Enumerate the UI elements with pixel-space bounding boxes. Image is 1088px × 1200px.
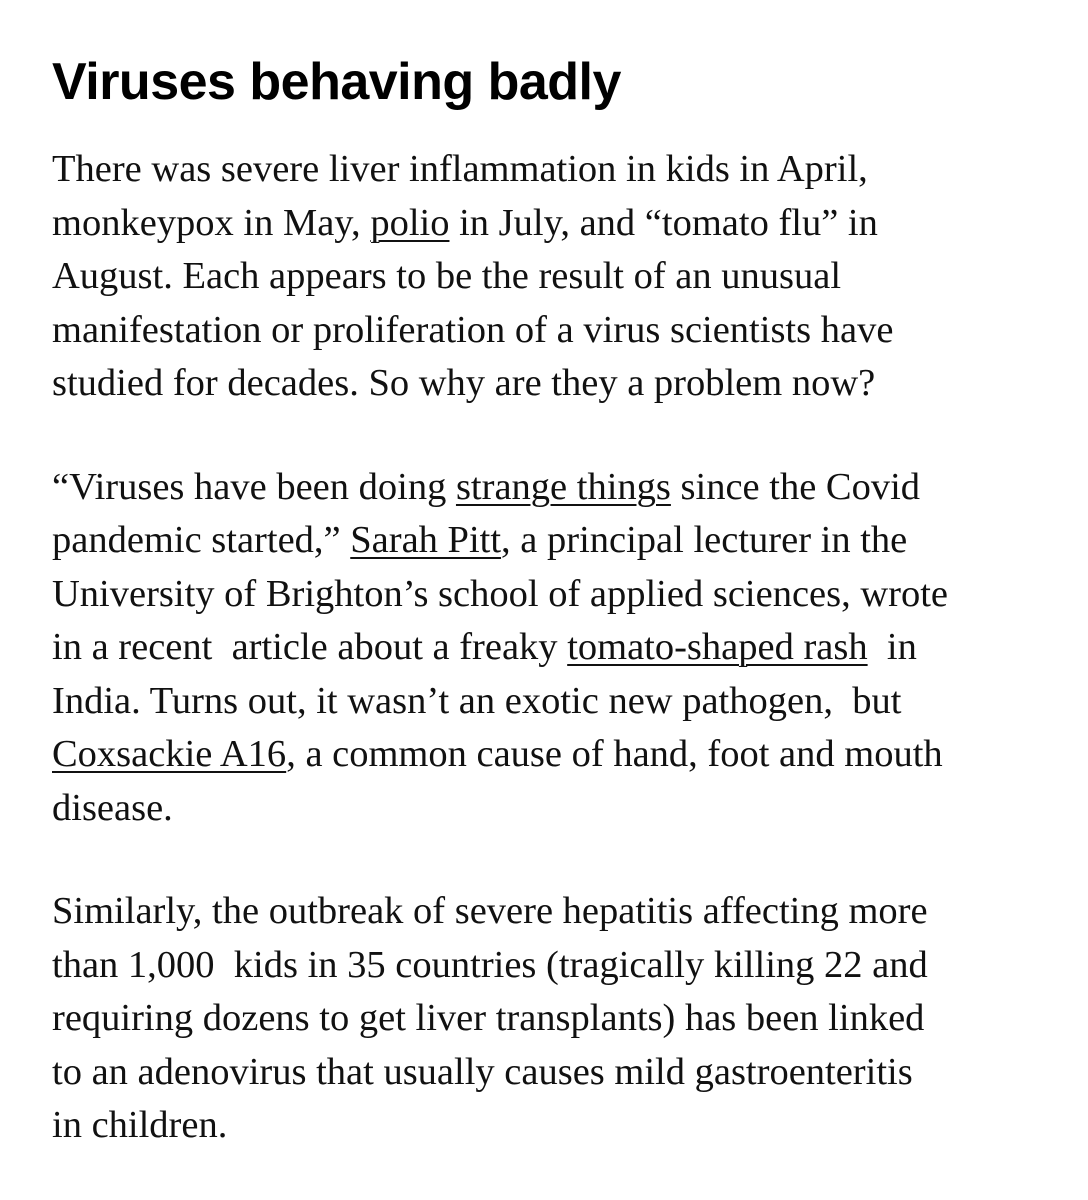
paragraph-line xyxy=(52,885,1062,939)
text-run: since the Covid xyxy=(670,465,921,508)
paragraph-3 xyxy=(52,885,1062,1153)
text-run: in a recent article about a freaky xyxy=(52,626,568,668)
paragraph-line xyxy=(52,1046,1062,1100)
text-run: pandemic started,” xyxy=(52,519,351,561)
text-run: “Viruses have been doing xyxy=(52,465,456,508)
paragraph-line xyxy=(52,1099,1062,1153)
text-run: disease. xyxy=(52,786,173,829)
text-run: in xyxy=(867,626,917,668)
paragraph-line xyxy=(52,568,1062,622)
paragraph-line xyxy=(52,675,1062,729)
text-run: studied for decades. So why are they a problem now? xyxy=(52,362,876,404)
text-run: India. Turns out, it wasn’t an exotic new pathogen, but xyxy=(52,679,902,722)
text-run: in children. xyxy=(52,1104,228,1146)
text-run: than 1,000 kids in 35 countries (tragically killing 22 and xyxy=(52,943,928,986)
link-sarah-pitt[interactable]: Sarah Pitt xyxy=(350,519,502,561)
link-strange-things[interactable]: strange things xyxy=(455,465,671,508)
paragraph-line xyxy=(52,461,1062,515)
paragraph-1 xyxy=(52,143,1062,411)
article xyxy=(52,50,1062,1153)
paragraph-line xyxy=(52,514,1062,568)
paragraph-2 xyxy=(52,461,1062,836)
text-run: manifestation or proliferation of a virus scientists have xyxy=(52,308,894,351)
text-run: requiring dozens to get liver transplants) has been linked xyxy=(52,997,925,1039)
text-run: to an adenovirus that usually causes mild gastroenteritis xyxy=(52,1050,913,1093)
link-coxsackie-a16[interactable]: Coxsackie A16 xyxy=(52,733,287,775)
text-run: University of Brighton’s school of applied sciences, wrote xyxy=(52,572,949,615)
paragraph-line xyxy=(52,250,1062,304)
link-tomato-shaped-rash[interactable]: tomato-shaped rash xyxy=(567,626,868,668)
article-headline: Viruses behaving badly xyxy=(52,53,621,111)
paragraph-line xyxy=(52,143,1062,197)
text-run: There was severe liver inflammation in kids in April, xyxy=(52,148,868,190)
paragraph-line xyxy=(52,621,1062,675)
text-run: , a common cause of hand, foot and mouth xyxy=(286,733,943,775)
paragraph-line xyxy=(52,728,1062,782)
paragraph-line xyxy=(52,304,1062,358)
paragraph-line xyxy=(52,357,1062,411)
paragraph-line xyxy=(52,197,1062,251)
text-run: Similarly, the outbreak of severe hepatitis affecting more xyxy=(52,890,928,932)
text-run: , a principal lecturer in the xyxy=(501,519,908,561)
text-run: August. Each appears to be the result of an unusual xyxy=(52,255,842,297)
text-run: monkeypox in May, xyxy=(52,201,371,244)
link-polio[interactable]: polio xyxy=(370,201,450,244)
text-run: in July, and “tomato flu” in xyxy=(449,201,878,244)
paragraph-line xyxy=(52,939,1062,993)
paragraph-line xyxy=(52,782,1062,836)
paragraph-line xyxy=(52,992,1062,1046)
